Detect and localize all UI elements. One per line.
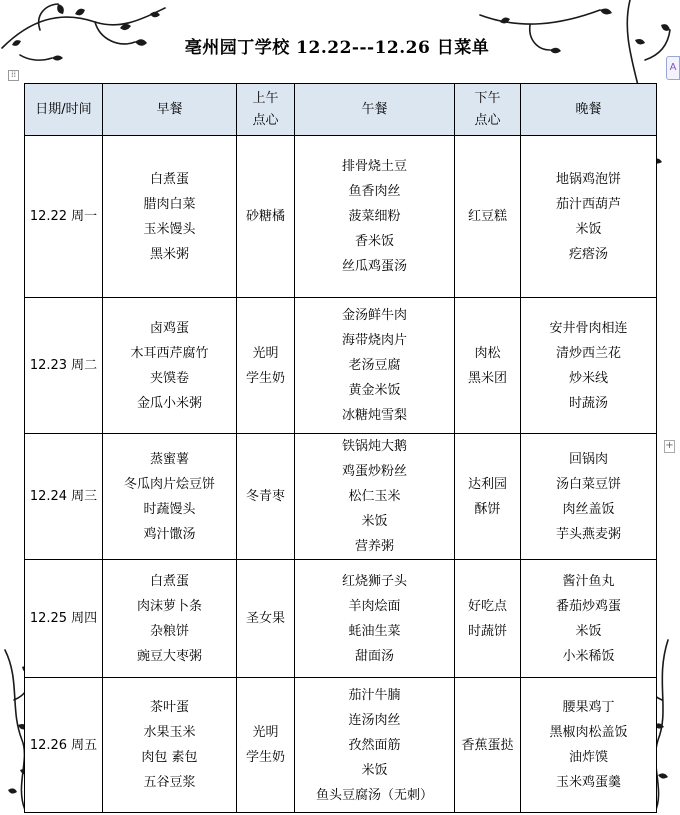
table-row (25, 298, 657, 434)
morning-snack-cell (237, 678, 295, 813)
menu-item: 鱼头豆腐汤（无刺） (315, 787, 433, 803)
menu-item: 红豆糕 (467, 209, 507, 224)
menu-item: 油炸馍 (568, 750, 608, 765)
menu-item: 时蔬汤 (568, 395, 608, 411)
menu-item: 米饭 (575, 623, 602, 639)
lunch-cell (295, 678, 455, 813)
menu-item: 炒米线 (568, 370, 608, 386)
menu-item: 酥饼 (474, 501, 501, 517)
table-row (25, 560, 657, 678)
date-cell (25, 434, 103, 560)
menu-item: 肉丝盖饭 (562, 501, 615, 517)
header-cell-afternoon-snack: 下午 点心 (455, 84, 521, 136)
afternoon-snack-cell (455, 298, 521, 434)
menu-item: 冬青枣 (245, 489, 285, 504)
day-label: 12.25 周四 (29, 611, 98, 626)
menu-item: 黑米团 (467, 370, 507, 386)
menu-item: 芋头燕麦粥 (555, 526, 621, 542)
menu-item: 夹馍卷 (149, 370, 189, 386)
lunch-cell (295, 298, 455, 434)
menu-item: 茄汁牛腩 (348, 687, 401, 703)
menu-item: 红烧狮子头 (341, 573, 407, 589)
menu-item: 香米饭 (354, 234, 394, 249)
date-cell (25, 298, 103, 434)
menu-item: 清炒西兰花 (555, 345, 621, 361)
menu-item: 黑椒肉松盖饭 (549, 725, 628, 740)
day-label: 12.26 周五 (29, 737, 98, 753)
menu-item: 松仁玉米 (348, 489, 401, 504)
menu-item: 肉包 素包 (141, 750, 198, 765)
lunch-cell (295, 136, 455, 298)
menu-item: 腰果鸡丁 (562, 700, 615, 715)
breakfast-cell (103, 434, 237, 560)
menu-item: 米饭 (361, 762, 388, 778)
day-label: 12.24 周三 (29, 489, 98, 504)
header-cell-date: 日期/时间 (25, 84, 103, 136)
menu-item: 米饭 (361, 514, 388, 529)
morning-snack-cell (237, 434, 295, 560)
menu-item: 地锅鸡泡饼 (555, 171, 621, 187)
dinner-cell (521, 136, 657, 298)
menu-item: 汤白菜豆饼 (555, 476, 621, 492)
morning-snack-cell (237, 136, 295, 298)
menu-item: 腊肉白菜 (143, 196, 196, 212)
menu-item: 丝瓜鸡蛋汤 (341, 259, 407, 274)
menu-item: 金汤鲜牛肉 (341, 308, 407, 323)
menu-item: 回锅肉 (568, 451, 608, 467)
header-cell-breakfast: 早餐 (103, 84, 237, 136)
menu-item: 羊肉烩面 (348, 598, 401, 614)
menu-item: 玉米鸡蛋羹 (555, 775, 621, 790)
table-move-handle-icon[interactable]: ⁞⁞ (8, 70, 19, 81)
menu-item: 时蔬馒头 (143, 501, 196, 517)
menu-item: 学生奶 (245, 750, 285, 765)
afternoon-snack-cell (455, 434, 521, 560)
dinner-cell (521, 434, 657, 560)
menu-item: 学生奶 (245, 370, 285, 386)
dinner-cell (521, 298, 657, 434)
menu-item: 鱼香肉丝 (348, 184, 401, 199)
document-title: 亳州园丁学校 12.22---12.26 日菜单 (184, 38, 490, 58)
menu-item: 甜面汤 (354, 648, 394, 664)
menu-item: 水果玉米 (143, 725, 196, 740)
menu-item: 冰糖炖雪梨 (341, 408, 407, 423)
header-cell-dinner: 晚餐 (521, 84, 657, 136)
morning-snack-cell (237, 298, 295, 434)
menu-item: 玉米馒头 (143, 221, 196, 237)
menu-item: 白煮蛋 (149, 171, 189, 187)
menu-item: 酱汁鱼丸 (562, 573, 615, 589)
date-cell (25, 136, 103, 298)
menu-item: 肉松 (474, 345, 501, 361)
table-row (25, 136, 657, 298)
menu-item: 铁锅炖大鹅 (341, 439, 407, 454)
afternoon-snack-cell (455, 678, 521, 813)
menu-item: 砂糖橘 (245, 209, 285, 224)
menu-item: 鸡蛋炒粉丝 (341, 464, 407, 479)
menu-item: 时蔬饼 (467, 623, 507, 639)
menu-item: 孜然面筋 (348, 737, 401, 753)
menu-item: 香蕉蛋挞 (461, 737, 514, 753)
menu-item: 木耳西芹腐竹 (130, 345, 209, 361)
menu-item: 疙瘩汤 (568, 246, 608, 262)
day-label: 12.22 周一 (29, 209, 98, 224)
add-column-plus-icon[interactable]: + (665, 440, 674, 451)
menu-item: 蚝油生菜 (348, 623, 401, 639)
morning-snack-cell (237, 560, 295, 678)
menu-item: 卤鸡蛋 (149, 320, 189, 336)
menu-item: 黑米粥 (149, 246, 189, 262)
lunch-cell (295, 560, 455, 678)
menu-item: 鸡汁馓汤 (143, 526, 196, 542)
dinner-cell (521, 560, 657, 678)
menu-item: 冬瓜肉片烩豆饼 (123, 476, 215, 492)
menu-item: 蒸蜜薯 (149, 451, 189, 467)
menu-item: 肉沫萝卜条 (136, 598, 202, 614)
header-cell-lunch: 午餐 (295, 84, 455, 136)
header-row (25, 84, 657, 136)
menu-item: 达利园 (467, 476, 507, 492)
date-cell (25, 678, 103, 813)
menu-item: 连汤肉丝 (348, 712, 401, 728)
menu-item: 排骨烧土豆 (341, 159, 407, 174)
menu-item: 光明 (252, 345, 279, 361)
dinner-cell (521, 678, 657, 813)
menu-item: 光明 (252, 725, 279, 740)
day-label: 12.23 周二 (29, 358, 98, 373)
menu-item: 金瓜小米粥 (136, 395, 202, 411)
breakfast-cell (103, 136, 237, 298)
table-row (25, 678, 657, 813)
menu-item: 杂粮饼 (149, 623, 189, 639)
menu-item: 安井骨肉相连 (549, 320, 628, 336)
menu-item: 茶叶蛋 (149, 700, 189, 715)
menu-item: 海带烧肉片 (341, 333, 407, 348)
menu-item: 米饭 (575, 221, 602, 237)
breakfast-cell (103, 298, 237, 434)
menu-item: 五谷豆浆 (143, 775, 196, 790)
menu-item: 茄汁西葫芦 (555, 196, 621, 212)
afternoon-snack-cell (455, 136, 521, 298)
menu-item: 白煮蛋 (149, 573, 189, 589)
afternoon-snack-cell (455, 560, 521, 678)
table-row (25, 434, 657, 560)
menu-item: 豌豆大枣粥 (136, 648, 202, 664)
lunch-cell (295, 434, 455, 560)
menu-item: 圣女果 (245, 611, 285, 626)
header-cell-morning-snack: 上午 点心 (237, 84, 295, 136)
date-cell (25, 560, 103, 678)
menu-item: 菠菜细粉 (348, 209, 401, 224)
menu-item: 番茄炒鸡蛋 (555, 598, 621, 614)
menu-item: 好吃点 (467, 598, 507, 614)
menu-item: 黄金米饭 (348, 383, 401, 398)
breakfast-cell (103, 560, 237, 678)
menu-item: 小米稀饭 (562, 648, 615, 664)
side-panel-tab[interactable]: A (666, 56, 680, 80)
menu-item: 营养粥 (354, 539, 394, 554)
menu-item: 老汤豆腐 (348, 358, 401, 373)
menu-table (24, 83, 657, 813)
breakfast-cell (103, 678, 237, 813)
